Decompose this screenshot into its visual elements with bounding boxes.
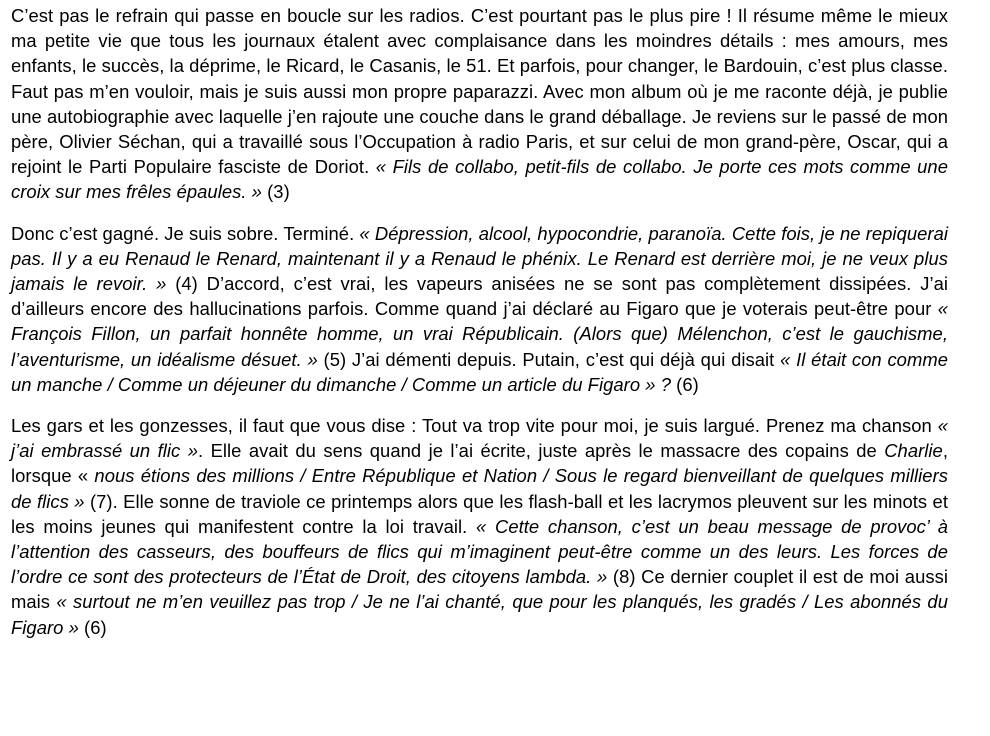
quote-run: « François Fillon, un parfait honnête homme, un vrai Républicain. (Alors que) Mélenchon, c’est le gauchisme, l’aventurisme, un idéalisme désuet. »	[11, 298, 948, 370]
text-run: C’est pas le refrain qui passe en boucle sur les radios. C’est pourtant pas le plus pire ! Il résume même le mieux ma petite vie que tous les journaux étalent avec complaisance dans les moindres détails : mes amours, mes enfants, le succès, la déprime, le Ricard, le Casanis, le 51. Et parfois, pour changer, le Bardouin, c’est plus classe. Faut pas m’en vouloir, mais je suis aussi mon propre paparazzi. Avec mon album où je me raconte déjà, je publie une autobiographie avec laquelle j’en rajoute une couche dans le grand déballage. Je reviens sur le passé de mon père, Olivier Séchan, qui a travaillé sous l’Occupation à radio Paris, et sur celui de mon grand-père, Oscar, qui a rejoint le Parti Populaire fasciste de Doriot.	[11, 5, 949, 178]
paragraph-2	[11, 221, 948, 397]
text-run: (5) J’ai démenti depuis. Putain, c’est qui déjà qui disait	[317, 348, 781, 370]
text-run: . Elle avait du sens quand je l’ai écrite, juste après le massacre des copains de	[198, 440, 885, 462]
text-run: (4) D’accord, c’est vrai, les vapeurs anisées ne se sont pas complètement dissipées. J’ai d’ailleurs encore des hallucinations parfois. Comme quand j’ai déclaré au Figaro que je voterais peut-être pour	[11, 273, 948, 320]
text-run: (7). Elle sonne de traviole ce printemps alors que les flash-ball et les lacrymos pleuvent sur les minots et les moins jeunes qui manifestent contre la loi travail.	[11, 490, 948, 537]
quote-run: « surtout ne m’en veuillez pas trop / Je ne l’ai chanté, que pour les planqués, les gradés / Les abonnés du Figaro »	[11, 591, 948, 638]
quote-run: « Dépression, alcool, hypocondrie, paranoïa. Cette fois, je ne repiquerai pas. Il y a eu Renaud le Renard, maintenant il y a Renaud le phénix. Le Renard est derrière moi, je ne veux plus jamais le revoir. »	[11, 222, 948, 295]
paragraph-3	[11, 413, 948, 640]
quote-run: « j’ai embrassé un flic »	[11, 415, 948, 462]
text-run: (8) Ce dernier couplet il est de moi aussi mais	[11, 566, 948, 613]
citation-ref: (3)	[261, 181, 290, 203]
paragraph-1	[11, 3, 948, 205]
citation-ref: (6)	[670, 373, 699, 395]
text-run: Donc c’est gagné. Je suis sobre. Terminé.	[11, 222, 360, 244]
publication-name: Charlie	[884, 440, 943, 462]
quote-run: « Fils de collabo, petit-fils de collabo. Je porte ces mots comme une croix sur mes frêles épaules. »	[11, 156, 948, 203]
quote-run: nous étions des millions / Entre République et Nation / Sous le regard bienveillant de quelques milliers de flics »	[11, 465, 948, 512]
text-run: , lorsque «	[11, 440, 949, 487]
quote-run: « Il était con comme un manche / Comme un déjeuner du dimanche / Comme un article du Figaro » ?	[11, 348, 948, 395]
citation-ref: (6)	[78, 616, 107, 638]
quote-run: « Cette chanson, c’est un beau message de provoc’ à l’attention des casseurs, des bouffeurs de flics qui m’imaginent peut-être comme un des leurs. Les forces de l’ordre ce sont des protecteurs de l’État de Droit, des citoyens lambda. »	[11, 515, 948, 588]
text-run: Les gars et les gonzesses, il faut que vous dise : Tout va trop vite pour moi, je suis largué. Prenez ma chanson	[11, 415, 938, 437]
